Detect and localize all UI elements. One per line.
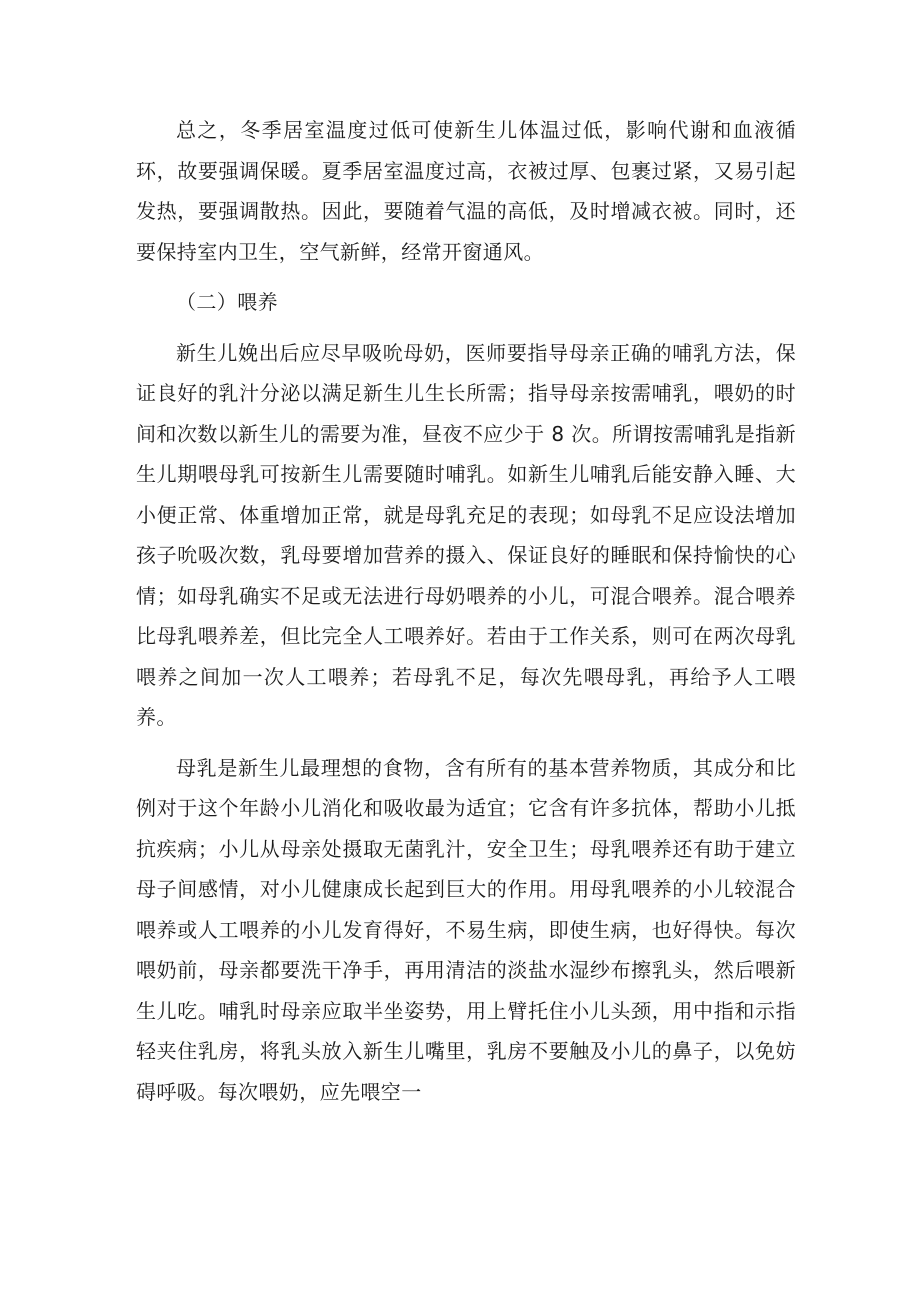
section-heading-feeding: （二）喂养 — [176, 290, 278, 314]
paragraph-warmth-summary: 总之，冬季居室温度过低可使新生儿体温过低，影响代谢和血液循环，故要强调保暖。夏季居室温度过高，衣被过厚、包裹过紧，又易引起发热，要强调散热。因此，要随着气温的高低，及时增减衣被。同时，还要保持室内卫生，空气新鲜，经常开窗通风。 — [136, 118, 796, 264]
document-body — [136, 110, 796, 1122]
paragraph-breastfeeding-guidance: 新生儿娩出后应尽早吸吮母奶，医师要指导母亲正确的哺乳方法，保证良好的乳汁分泌以满足新生儿生长所需；指导母亲按需哺乳，喂奶的时间和次数以新生儿的需要为准，昼夜不应少于 8 次。所谓按需哺乳是指新生儿期喂母乳可按新生儿需要随时哺乳。如新生儿哺乳后能安静入睡、大小便正常、体重增加正常，就是母乳充足的表现；如母乳不足应设法增加孩子吮吸次数，乳母要增加营养的摄入、保证良好的睡眠和保持愉快的心情；如母乳确实不足或无法进行母奶喂养的小儿，可混合喂养。混合喂养比母乳喂养差，但比完全人工喂养好。若由于工作关系，则可在两次母乳喂养之间加一次人工喂养；若母乳不足，每次先喂母乳，再给予人工喂养。 — [136, 340, 796, 729]
paragraph-breastmilk-benefits: 母乳是新生儿最理想的食物，含有所有的基本营养物质，其成分和比例对于这个年龄小儿消化和吸收最为适宜；它含有许多抗体，帮助小儿抵抗疾病；小儿从母亲处摄取无菌乳汁，安全卫生；母乳喂养还有助于建立母子间感情，对小儿健康成长起到巨大的作用。用母乳喂养的小儿较混合喂养或人工喂养的小儿发育得好，不易生病，即使生病，也好得快。每次喂奶前，母亲都要洗干净手，再用清洁的淡盐水湿纱布擦乳头，然后喂新生儿吃。哺乳时母亲应取半坐姿势，用上臂托住小儿头颈，用中指和示指轻夹住乳房，将乳头放入新生儿嘴里，乳房不要触及小儿的鼻子，以免妨碍呼吸。每次喂奶，应先喂空一 — [136, 755, 796, 1104]
